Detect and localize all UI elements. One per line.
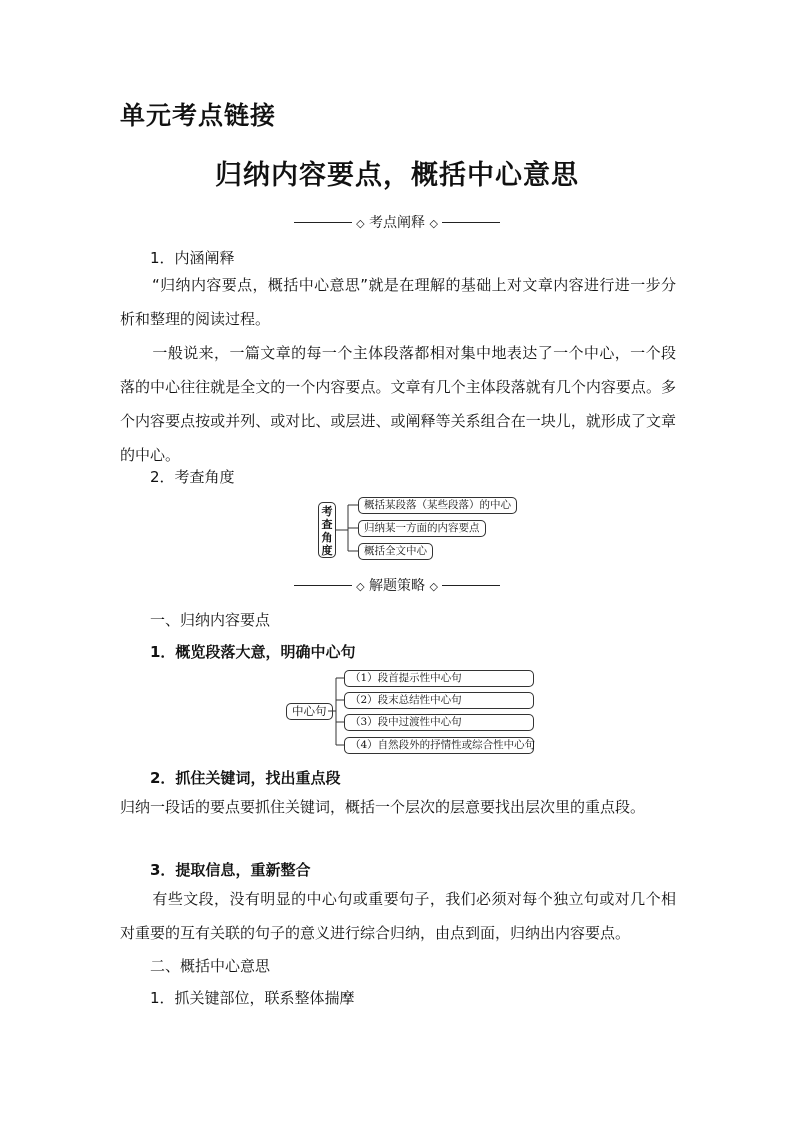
diamond-icon: ◇ bbox=[429, 580, 438, 593]
subheading: 3．提取信息，重新整合 bbox=[150, 861, 311, 879]
diagram-item: 概括全文中心 bbox=[358, 543, 433, 560]
diagram-item: 概括某段落（某些段落）的中心 bbox=[358, 497, 517, 514]
section-heading-connotation: 1．内涵阐释 bbox=[150, 249, 235, 267]
unit-title: 单元考点链接 bbox=[120, 101, 277, 130]
paragraph-text: “归纳内容要点，概括中心意思”就是在理解的基础上对文章内容进行进一步分析和整理的阅读过程。 bbox=[120, 276, 676, 328]
paragraph bbox=[120, 882, 676, 950]
divider-text: 考点阐释 bbox=[369, 215, 425, 231]
paragraph-text: 归纳一段话的要点要抓住关键词，概括一个层次的层意要找出层次里的重点段。 bbox=[120, 798, 646, 816]
diamond-icon: ◇ bbox=[356, 217, 365, 230]
diamond-icon: ◇ bbox=[356, 580, 365, 593]
diagram-item: （2）段末总结性中心句 bbox=[344, 692, 534, 709]
subheading: 1．抓关键部位，联系整体揣摩 bbox=[150, 989, 355, 1007]
page-title: 归纳内容要点，概括中心意思 bbox=[215, 160, 579, 191]
divider-text: 解题策略 bbox=[369, 578, 425, 594]
diagram-root-label: 考查角度 bbox=[321, 505, 333, 557]
subheading: 1．概览段落大意，明确中心句 bbox=[150, 643, 356, 661]
diamond-icon: ◇ bbox=[429, 217, 438, 230]
diagram-item: （1）段首提示性中心句 bbox=[344, 670, 534, 687]
diagram-root-box: 中心句 bbox=[286, 703, 333, 720]
part-heading-content-points: 一、归纳内容要点 bbox=[150, 611, 271, 629]
part-heading-central-idea: 二、概括中心意思 bbox=[150, 957, 271, 975]
section-heading-angle: 2．考查角度 bbox=[150, 468, 235, 486]
paragraph bbox=[120, 790, 676, 824]
paragraph-text: 一般说来，一篇文章的每一个主体段落都相对集中地表达了一个中心，一个段落的中心往往就是全文的一个内容要点。文章有几个主体段落就有几个内容要点。多个内容要点按或并列、或对比、或层进、或阐释等关系组合在一块儿，就形成了文章的中心。 bbox=[120, 344, 676, 464]
paragraph-text: 有些文段，没有明显的中心句或重要句子，我们必须对每个独立句或对几个相对重要的互有关联的句子的意义进行综合归纳，由点到面，归纳出内容要点。 bbox=[120, 890, 676, 942]
diagram-item: 归纳某一方面的内容要点 bbox=[358, 520, 486, 537]
diagram-item: （4）自然段外的抒情性或综合性中心句 bbox=[344, 737, 534, 754]
subheading: 2．抓住关键词，找出重点段 bbox=[150, 769, 341, 787]
diagram-item: （3）段中过渡性中心句 bbox=[344, 714, 534, 731]
